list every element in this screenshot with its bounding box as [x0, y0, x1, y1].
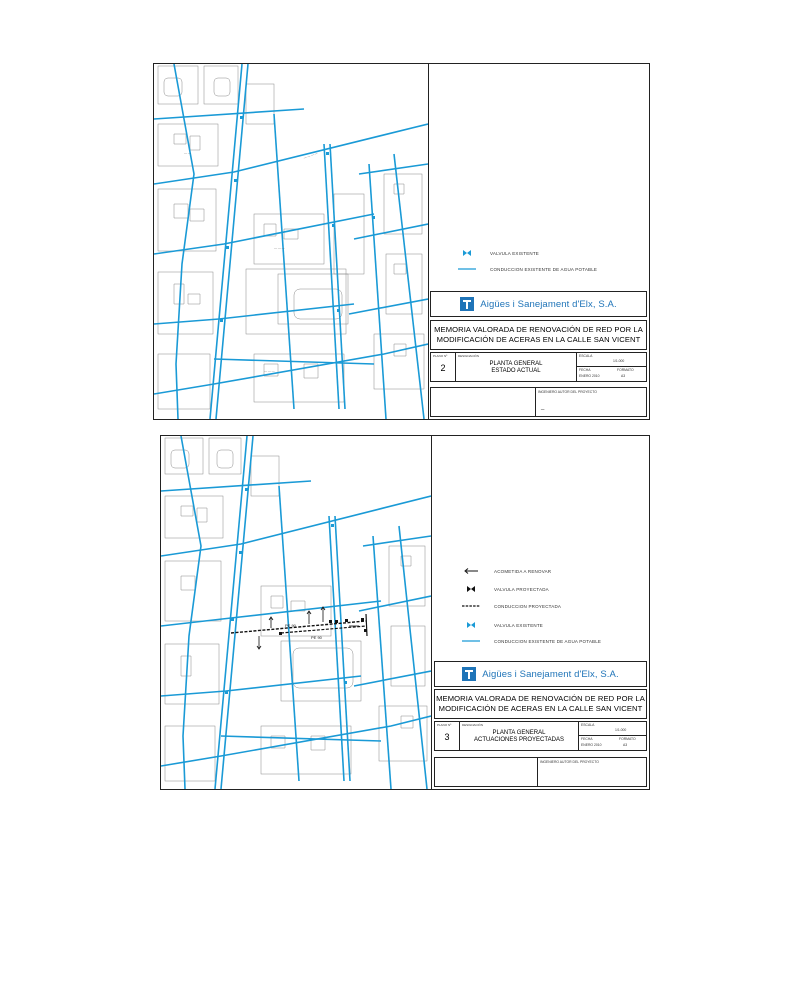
- designation-line-1: PLANTA GENERAL: [492, 730, 546, 736]
- valve-projected-icon: [462, 585, 480, 593]
- map-area: [161, 436, 432, 789]
- company-name: Aigües i Sanejament d'Elx, S.A.: [482, 668, 619, 680]
- pipe-label: PE 90: [311, 635, 322, 640]
- pipe-line-icon: [462, 637, 480, 645]
- title-block-info: [430, 352, 647, 382]
- legend-item: [458, 265, 597, 273]
- legend-item: [462, 585, 549, 593]
- company-logo-box: [430, 291, 647, 317]
- project-title: [430, 320, 647, 350]
- legend-label: CONDUCCION PROYECTADA: [494, 603, 562, 609]
- map-area: [154, 64, 429, 419]
- existing-pipes: [161, 436, 431, 789]
- company-logo-box: [434, 661, 647, 687]
- legend-item: [462, 567, 551, 575]
- existing-pipes: [154, 64, 428, 419]
- legend-label: VALVULA EXISTENTE: [494, 622, 543, 628]
- designation-line-1: PLANTA GENERAL: [489, 361, 543, 367]
- drawing-sheet-2: [160, 435, 650, 790]
- plano-number: 2: [440, 363, 446, 373]
- designation-line-2: ESTADO ACTUAL: [491, 368, 541, 374]
- title-line-1: MEMORIA VALORADA DE RENOVACIÓN DE RED POR LA: [434, 325, 643, 334]
- title-panel: [432, 436, 649, 789]
- designation-cell: DESIGNACIÓN PLANTA GENERAL ACTUACIONES PROYECTADAS: [460, 722, 579, 750]
- street-map-projected: [161, 436, 431, 789]
- engineer-label: INGENIERO AUTOR DEL PROYECTO: [540, 760, 599, 764]
- svg-text:— — —: — — —: [274, 246, 285, 250]
- company-name: Aigües i Sanejament d'Elx, S.A.: [480, 298, 617, 310]
- designation-cell: DESIGNACIÓN PLANTA GENERAL ESTADO ACTUAL: [456, 353, 577, 381]
- legend-label: CONDUCCION EXISTENTE DE AGUA POTABLE: [494, 638, 602, 644]
- engineer-label: INGENIERO AUTOR DEL PROYECTO: [538, 390, 597, 394]
- legend-item: [462, 602, 561, 610]
- street-map-existing: [154, 64, 428, 419]
- legend-item: [458, 249, 539, 257]
- legend-label: VALVULA PROYECTADA: [494, 586, 549, 592]
- legend-item: [462, 637, 601, 645]
- valve-icon: [458, 249, 476, 257]
- projected-pipe: [231, 621, 366, 633]
- legend-item: [462, 621, 543, 629]
- dashed-pipe-icon: [462, 602, 480, 610]
- svg-text:— —: — —: [184, 151, 191, 155]
- pipe-line-icon: [458, 265, 476, 273]
- designation-line-2: ACTUACIONES PROYECTADAS: [474, 737, 564, 743]
- title-panel: [428, 64, 649, 419]
- plano-number: 3: [444, 732, 450, 742]
- signature-row: [430, 387, 647, 417]
- plano-cell: PLANO Nº 3: [435, 722, 460, 750]
- title-line-2: MODIFICACIÓN DE ACERAS EN LA CALLE SAN VICENT: [438, 704, 643, 713]
- title-line-2: MODIFICACIÓN DE ACERAS EN LA CALLE SAN VICENT: [436, 335, 641, 344]
- plano-cell: PLANO Nº 2: [431, 353, 456, 381]
- valve-icon: [462, 621, 480, 629]
- legend-label: VALVULA EXISTENTE: [490, 250, 539, 256]
- signature-row: [434, 757, 647, 787]
- title-block-info: [434, 721, 647, 751]
- project-title: [434, 689, 647, 719]
- street-labels: [184, 151, 318, 373]
- scale-date-cell: ESCALA 1/1.000 FECHA ENERO 2010 FORMATO A3: [579, 722, 646, 750]
- scale-date-cell: ESCALA 1/1.000 FECHA ENERO 2010 FORMATO A3: [577, 353, 646, 381]
- title-line-1: MEMORIA VALORADA DE RENOVACIÓN DE RED POR LA: [436, 694, 645, 703]
- arrow-left-icon: [462, 567, 480, 575]
- svg-text:— — — —: — — — —: [302, 151, 318, 160]
- legend-label: ACOMETIDA A RENOVAR: [494, 568, 552, 574]
- pipe-label: PE 90: [285, 623, 296, 628]
- drawing-sheet-1: [153, 63, 650, 420]
- engineer-value: _: [541, 404, 545, 410]
- legend-label: CONDUCCION EXISTENTE DE AGUA POTABLE: [490, 266, 598, 272]
- projected-works: [231, 607, 367, 649]
- company-logo-icon: [462, 667, 476, 681]
- company-logo-icon: [460, 297, 474, 311]
- svg-text:— — —: — — —: [264, 369, 275, 373]
